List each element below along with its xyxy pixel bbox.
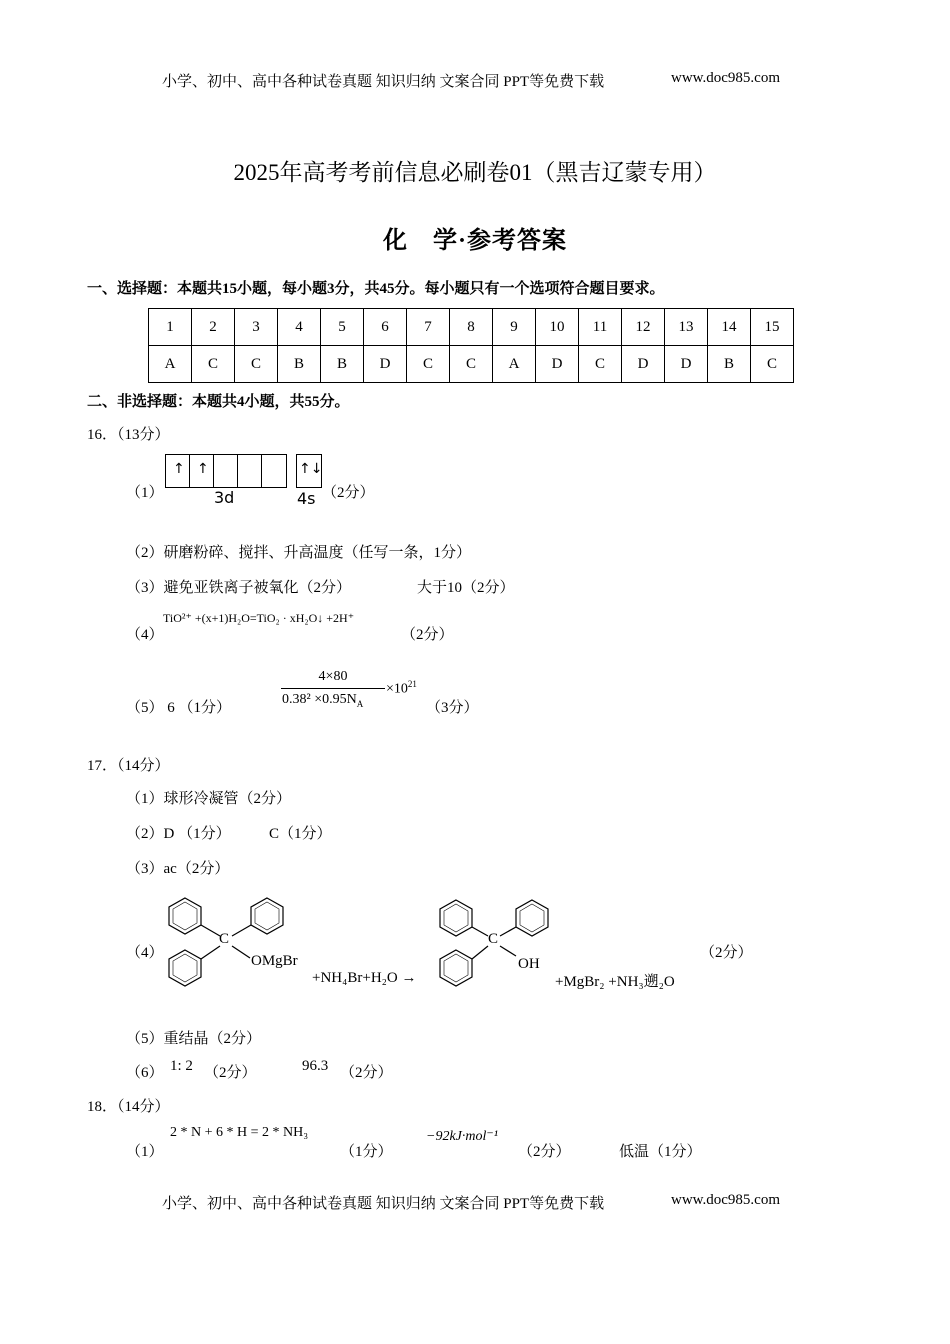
- triphenylmethoxide-structure: [160, 888, 308, 998]
- q16-p4-score: （2分）: [401, 627, 454, 643]
- q16-heading: 16．（13分）: [87, 427, 170, 443]
- table-cell: D: [665, 346, 708, 383]
- oh-label: OH: [518, 956, 540, 972]
- table-cell: 12: [622, 309, 665, 346]
- q17-p3: （3）ac（2分）: [126, 861, 230, 877]
- q17-p4-score: （2分）: [700, 945, 753, 961]
- q17-p4-label: （4）: [126, 945, 164, 961]
- orbital-3d-label: 3d: [214, 488, 235, 507]
- table-cell: D: [364, 346, 407, 383]
- benzene-ring-bottom-left: [169, 950, 201, 986]
- q18-p1-enthalpy: −92kJ·mol⁻¹: [426, 1129, 498, 1144]
- carbon-label: C: [488, 931, 499, 947]
- section-1-heading: 一、选择题：本题共15小题，每小题3分，共45分。每小题只有一个选项符合题目要求。: [87, 281, 665, 297]
- table-cell: 2: [192, 309, 235, 346]
- footer-text: 小学、初中、高中各种试卷真题 知识归纳 文案合同 PPT等免费下载: [162, 1196, 605, 1212]
- page-subtitle: 化 学·参考答案: [382, 228, 567, 254]
- table-cell: 15: [751, 309, 794, 346]
- q17-p2a: （2）D （1分）: [126, 826, 231, 842]
- q16-p3b: 大于10（2分）: [417, 580, 515, 596]
- table-cell: C: [407, 346, 450, 383]
- q17-p6-score1: （2分）: [204, 1065, 257, 1081]
- fraction-bar: [281, 688, 385, 689]
- table-cell: 7: [407, 309, 450, 346]
- table-cell: C: [751, 346, 794, 383]
- q17-p6-value: 96.3: [302, 1058, 329, 1074]
- q18-p1-temperature: 低温（1分）: [619, 1144, 702, 1160]
- q16-p4-equation: TiO²⁺ +(x+1)H₂O=TiO₂ · xH₂O↓ +2H⁺: [163, 611, 355, 625]
- table-cell: C: [579, 346, 622, 383]
- q16-p5-numerator: 4×80: [318, 669, 348, 684]
- header-url: www.doc985.com: [671, 70, 781, 86]
- omgbr-label: OMgBr: [251, 953, 298, 969]
- q16-p1-score: （2分）: [322, 485, 375, 501]
- table-cell: 13: [665, 309, 708, 346]
- table-cell: 1: [149, 309, 192, 346]
- q17-p1: （1）球形冷凝管（2分）: [126, 791, 292, 807]
- benzene-ring-top-right: [251, 898, 283, 934]
- table-cell: D: [536, 346, 579, 383]
- q17-p6-ratio: 1: 2: [170, 1058, 193, 1074]
- table-cell: 10: [536, 309, 579, 346]
- spin-pair-arrow-icon: ↑↓: [299, 461, 323, 477]
- table-cell: 8: [450, 309, 493, 346]
- table-cell: 9: [493, 309, 536, 346]
- q17-p2b: C（1分）: [269, 826, 332, 842]
- q16-p2: （2）研磨粉碎、搅拌、升高温度（任写一条，1分）: [126, 545, 472, 561]
- table-cell: 4: [278, 309, 321, 346]
- q18-p1-equation: 2 * N + 6 * H = 2 * NH₃: [170, 1125, 309, 1140]
- q16-p5-score: （3分）: [426, 700, 479, 716]
- table-cell: 3: [235, 309, 278, 346]
- q17-p4-right: +MgBr₂ +NH₃遡₂O: [555, 974, 675, 990]
- spin-up-arrow-icon: ↑: [197, 461, 209, 477]
- table-cell: 11: [579, 309, 622, 346]
- q17-p4-middle: +NH₄Br+H₂O →: [312, 970, 417, 986]
- table-cell: C: [235, 346, 278, 383]
- q16-p4-label: （4）: [126, 627, 164, 643]
- table-cell: 14: [708, 309, 751, 346]
- table-cell: B: [321, 346, 364, 383]
- q16-p5-multiplier: [386, 679, 417, 698]
- table-cell: C: [450, 346, 493, 383]
- q16-p5-label: （5） 6 （1分）: [126, 700, 232, 716]
- denominator-text: 0.38² ×0.95N: [282, 692, 357, 707]
- answer-table-answer-row: [149, 346, 794, 383]
- benzene-ring-top-left: [169, 898, 201, 934]
- q16-p5-denominator: [282, 692, 363, 709]
- table-cell: B: [278, 346, 321, 383]
- q18-heading: 18．（14分）: [87, 1099, 170, 1115]
- q18-p1-score2: （2分）: [518, 1144, 571, 1160]
- q17-p5: （5）重结晶（2分）: [126, 1031, 262, 1047]
- answer-table-number-row: [149, 309, 794, 346]
- section-2-heading: 二、非选择题：本题共4小题，共55分。: [87, 394, 350, 410]
- multiplier-exponent: 21: [407, 679, 417, 689]
- q18-p1-score1: （1分）: [340, 1144, 393, 1160]
- table-cell: B: [708, 346, 751, 383]
- table-cell: D: [622, 346, 665, 383]
- q18-p1-label: （1）: [126, 1144, 164, 1160]
- q16-p3a: （3）避免亚铁离子被氧化（2分）: [126, 580, 352, 596]
- answer-table: [148, 308, 794, 383]
- benzene-ring-top-right: [516, 900, 548, 936]
- orbital-diagram-3d: [165, 454, 287, 488]
- benzene-ring-top-left: [440, 900, 472, 936]
- table-cell: A: [149, 346, 192, 383]
- table-cell: C: [192, 346, 235, 383]
- carbon-label: C: [219, 931, 230, 947]
- benzene-ring-bottom-left: [440, 950, 472, 986]
- table-cell: 6: [364, 309, 407, 346]
- multiplier-text: ×10: [386, 681, 408, 697]
- q16-p1-label: （1）: [126, 485, 164, 501]
- footer-url: www.doc985.com: [671, 1192, 781, 1208]
- q17-p6-score2: （2分）: [340, 1065, 393, 1081]
- q17-p6-label: （6）: [126, 1065, 164, 1081]
- q17-heading: 17．（14分）: [87, 758, 170, 774]
- header-text: 小学、初中、高中各种试卷真题 知识归纳 文案合同 PPT等免费下载: [162, 74, 605, 90]
- spin-up-arrow-icon: ↑: [173, 461, 185, 477]
- page-title: 2025年高考考前信息必刷卷01（黑吉辽蒙专用）: [233, 160, 717, 185]
- denominator-subscript: A: [356, 698, 364, 709]
- orbital-diagram-4s: [296, 454, 322, 488]
- table-cell: A: [493, 346, 536, 383]
- table-cell: 5: [321, 309, 364, 346]
- orbital-4s-label: 4s: [297, 489, 316, 508]
